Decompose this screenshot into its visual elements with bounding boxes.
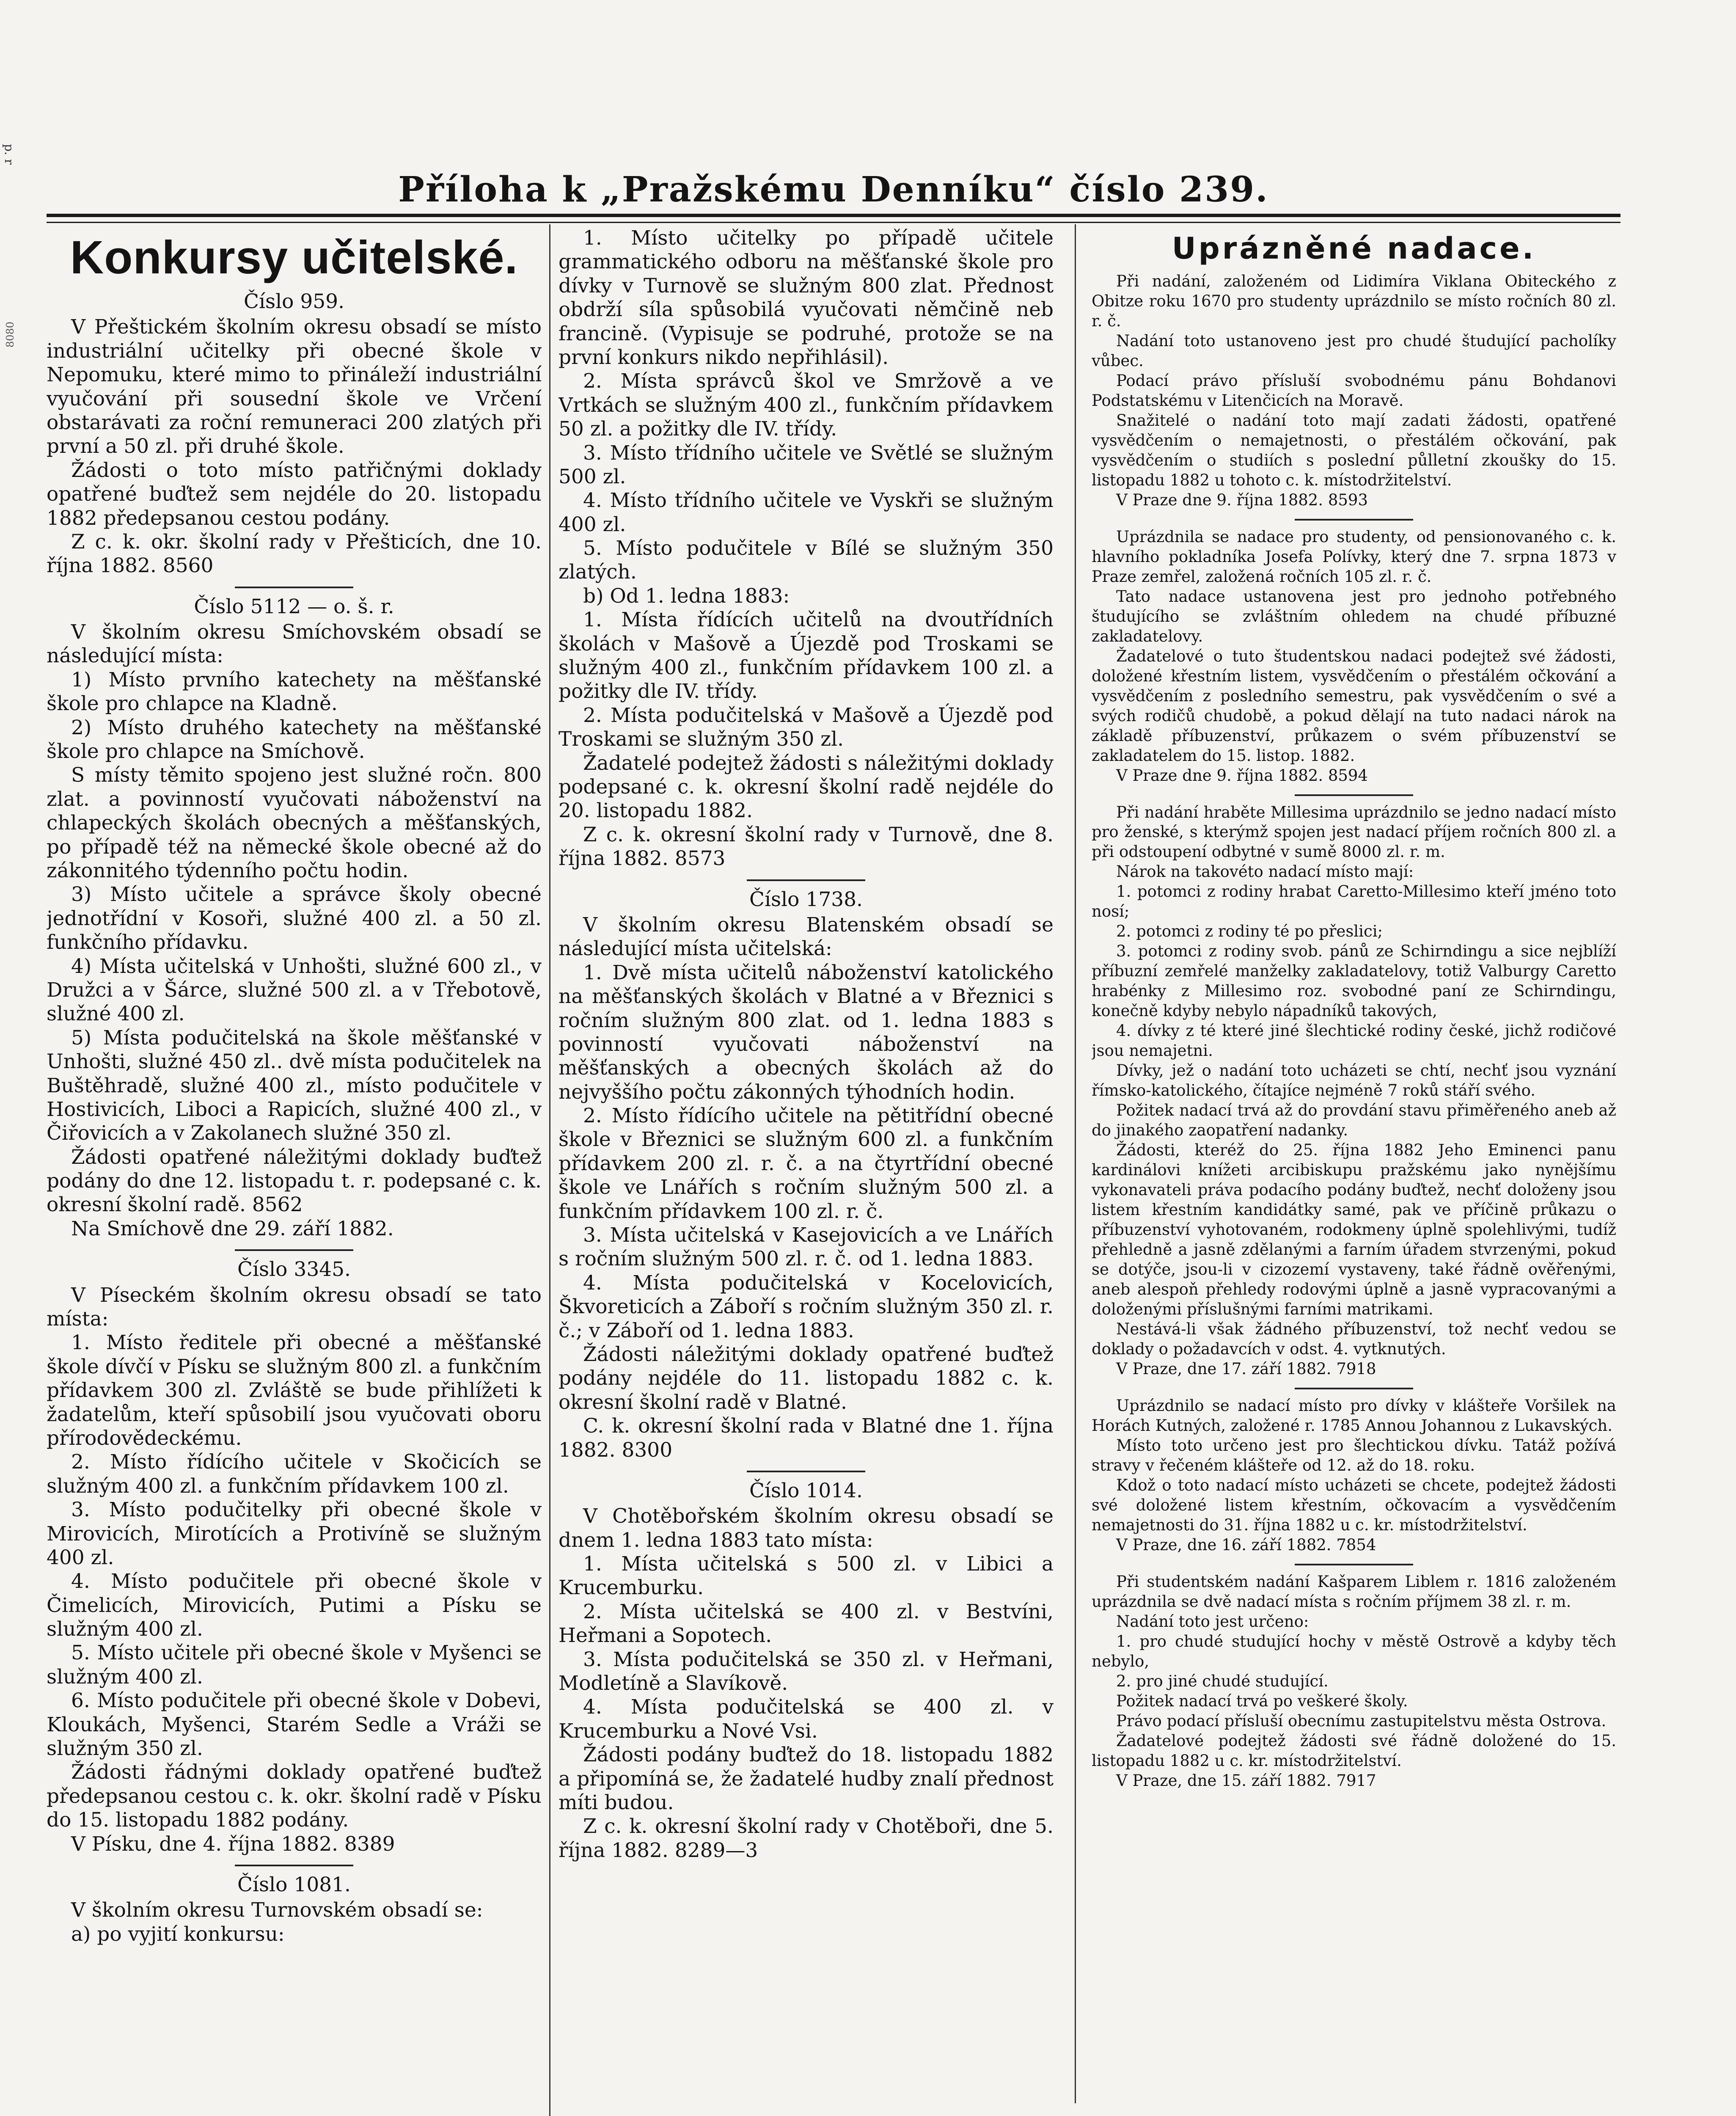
paragraph: Kdož o toto nadací místo ucházeti se chcete, podejtež žádosti své doložené listem křestním, očkovacím a vysvědčením nemajetnosti do 31. října 1882 u c. kr. místodržitelství. (1092, 1476, 1616, 1534)
paragraph: Nadání toto ustanoveno jest pro chudé študující pacholíky vůbec. (1092, 331, 1616, 370)
paragraph: V Píseckém školním okresu obsadí se tato místa: (47, 1283, 542, 1331)
separator-rule (1295, 1564, 1413, 1565)
paragraph: 3. Místo podučitelky při obecné škole v Mirovicích, Mirotících a Protivíně se služným 400 zl. (47, 1498, 542, 1569)
paragraph: Nestává-li však žádného příbuzenství, tož nechť vedou se doklady o požadavcích v odst. 4. vytknutých. (1092, 1320, 1616, 1358)
notice-number: Číslo 1014. (749, 1479, 863, 1502)
separator-rule (1295, 1388, 1413, 1389)
paragraph: V Praze, dne 17. září 1882. 7918 (1116, 1360, 1376, 1378)
separator-rule (235, 587, 353, 588)
paragraph: V Chotěbořském školním okresu obsadí se dnem 1. ledna 1883 tato místa: (558, 1504, 1054, 1552)
paragraph: Místo toto určeno jest pro šlechtickou dívku. Tatáž požívá stravy v řečeném klášteře od 12. až do 18. roku. (1092, 1436, 1616, 1474)
paragraph: 6. Místo podučitele při obecné škole v Dobevi, Kloukách, Myšenci, Starém Sedle a Vráži se služným 350 zl. (47, 1689, 542, 1761)
notice-number: Číslo 1738. (749, 887, 863, 911)
separator-rule (1295, 794, 1413, 796)
paragraph: 2. Místo řídícího učitele v Skočicích se služným 400 zl. a funkčním přídavkem 100 zl. (47, 1450, 542, 1498)
section-heading: Konkursy učitelské. (70, 231, 518, 284)
paragraph: V Praze, dne 15. září 1882. 7917 (1116, 1771, 1376, 1790)
paragraph: Nárok na takovéto nadací místo mají: (1116, 862, 1414, 881)
masthead: Příloha k „Pražskému Denníku“ číslo 239. (398, 169, 1269, 210)
paragraph: Uprázdnilo se nadací místo pro dívky v klášteře Voršilek na Horách Kutných, založené r. 1785 Annou Johannou z Lukavských. (1092, 1397, 1616, 1435)
paragraph: 4. Místa podučitelská se 400 zl. v Krucemburku a Nové Vsi. (558, 1695, 1054, 1743)
paragraph: 3) Místo učitele a správce školy obecné jednotřídní v Kosoři, služné 400 zl. a 50 zl. funkčního přídavku. (47, 883, 542, 954)
column-divider (1075, 224, 1076, 2103)
paragraph: Podací právo přísluší svobodnému pánu Bohdanovi Podstatskému v Litenčicích na Moravě. (1092, 371, 1616, 410)
paragraph: Žádosti opatřené náležitými doklady buďtež podány do dne 12. listopadu t. r. podepsané c. k. okresní školní radě. 8562 (47, 1145, 542, 1217)
paragraph: 1. pro chudé studující hochy v městě Ostrově a kdyby těch nebylo, (1092, 1632, 1616, 1670)
paragraph: Žádosti podány buďtež do 18. listopadu 1882 a připomíná se, že žadatelé hudby znalí přednost míti budou. (558, 1743, 1054, 1814)
paragraph: Žadatelové podejtež žádosti své řádně doložené do 15. listopadu 1882 u c. kr. místodržitelství. (1092, 1731, 1616, 1770)
paragraph: 2. Místo řídícího učitele na pětitřídní obecné škole v Březnici se služným 600 zl. a funkčním přídavkem 200 zl. r. č. a na čtyrtřídní obecné škole ve Lnářích s ročním služným 500 zl. a funkčním přídavkem 100 zl. r. č. (558, 1104, 1054, 1223)
section-heading: Uprázněné nadace. (1172, 231, 1536, 266)
separator-rule (747, 879, 865, 881)
paragraph: 3. Místa podučitelská se 350 zl. v Heřmani, Modletíně a Slavíkově. (558, 1648, 1054, 1695)
paragraph: Tato nadace ustanovena jest pro jednoho potřebného študujícího se zvláštním ohledem na chudé příbuzné zakladatelovy. (1092, 587, 1616, 645)
paragraph: Nadání toto jest určeno: (1116, 1612, 1309, 1631)
paragraph: V školním okresu Turnovském obsadí se: (71, 1898, 483, 1922)
paragraph: Žadatelé podejtež žádosti s náležitými doklady podepsané c. k. okresní školní radě nejdéle do 20. listopadu 1882. (558, 751, 1054, 823)
paragraph: 1. Dvě místa učitelů náboženství katolického na měšťanských školách v Blatné a v Březnici s ročním služným 800 zlat. od 1. ledna 1883 s povinností vyučovati náboženství na měšťanských a obecných školách až do nejvyššího počtu zákonných týhodních hodin. (558, 961, 1054, 1104)
paragraph: 3. Místa učitelská v Kasejovicích a ve Lnářích s ročním služným 500 zl. r. č. od 1. ledna 1883. (558, 1223, 1054, 1271)
notice-number: Číslo 3345. (237, 1258, 351, 1281)
paragraph: Na Smíchově dne 29. září 1882. (71, 1217, 394, 1240)
paragraph: V Přeštickém školním okresu obsadí se místo industriální učitelky při obecné škole v Nepomuku, které mimo to přináleží industriální vyučování při sousední škole ve Vrčení obstarávati za roční remuneraci 200 zlatých při první a 50 zl. při druhé škole. (47, 315, 542, 458)
paragraph: Z c. k. okr. školní rady v Přešticích, dne 10. října 1882. 8560 (47, 530, 542, 578)
margin-mark: p. r (2, 144, 16, 165)
paragraph: 1. Místo učitelky po případě učitele grammatického odboru na měšťanské škole pro dívky v Turnově se služným 800 zlat. Přednost obdrží síla spůsobilá vyučovati němčině neb francině. (Vypisuje se podruhé, protože se na první konkurs nikdo nepřihlásil). (558, 226, 1054, 369)
paragraph: 1. Místo ředitele při obecné a měšťanské škole dívčí v Písku se služným 800 zl. a funkčním přídavkem 300 zl. Zvláště se bude přihlížeti k žadatelům, kteří spůsobilí jsou vyučovati oboru přírodovědeckému. (47, 1331, 542, 1450)
paragraph: 2. Místa podučitelská v Mašově a Újezdě pod Troskami se služným 350 zl. (558, 703, 1054, 751)
separator-rule (747, 1471, 865, 1472)
paragraph: Dívky, jež o nadání toto ucházeti se chtí, nechť jsou vyznání římsko-katolického, čítajíce nejméně 7 roků stáří svého. (1092, 1061, 1616, 1100)
paragraph: 4. Místo třídního učitele ve Vyskři se služným 400 zl. (558, 489, 1054, 536)
paragraph: 2) Místo druhého katechety na měšťanské škole pro chlapce na Smíchově. (47, 716, 542, 763)
paragraph: V Praze, dne 16. září 1882. 7854 (1116, 1535, 1376, 1554)
paragraph: a) po vyjití konkursu: (71, 1922, 285, 1946)
paragraph: 4. dívky z té které jiné šlechtické rodiny české, jichž rodičové jsou nemajetni. (1092, 1022, 1616, 1060)
paragraph: 1. Místa řídících učitelů na dvoutřídních školách v Mašově a Újezdě pod Troskami se služným 400 zl., funkčním přídavkem 100 zl. a požitky dle IV. třídy. (558, 608, 1054, 703)
header-rule-thin (47, 222, 1620, 223)
paragraph: V Praze dne 9. října 1882. 8594 (1116, 766, 1368, 785)
paragraph: Při nadání, založeném od Lidimíra Viklana Obiteckého z Obitze roku 1670 pro studenty uprázdnilo se místo ročních 80 zl. r. č. (1092, 272, 1616, 330)
paragraph: Z c. k. okresní školní rady v Chotěboři, dne 5. října 1882. 8289—3 (558, 1815, 1054, 1862)
paragraph: 1) Místo prvního katechety na měšťanské škole pro chlapce na Kladně. (47, 668, 542, 716)
paragraph: 5. Místo podučitele v Bílé se služným 350 zlatých. (558, 537, 1054, 584)
paragraph: V Písku, dne 4. října 1882. 8389 (71, 1832, 395, 1856)
paragraph: b) Od 1. ledna 1883: (583, 584, 790, 608)
paragraph: Při studentském nadání Kašparem Liblem r. 1816 založeném uprázdnila se dvě nadací místa s ročním příjmem 38 zl. r. m. (1092, 1572, 1616, 1611)
paragraph: Požitek nadací trvá po veškeré školy. (1116, 1692, 1408, 1710)
notice-number: Číslo 5112 — o. š. r. (194, 595, 394, 618)
paragraph: V školním okresu Blatenském obsadí se následující místa učitelská: (558, 913, 1054, 961)
column-konkursy-continued (558, 226, 1054, 2110)
paragraph: Právo podací přísluší obecnímu zastupitelstvu města Ostrova. (1116, 1711, 1607, 1730)
paragraph: V Praze dne 9. října 1882. 8593 (1116, 490, 1368, 509)
column-divider (549, 224, 550, 2116)
column-nadace (1092, 226, 1616, 2110)
separator-rule (235, 1249, 353, 1251)
column-konkursy (47, 226, 542, 2116)
paragraph: 4. Místa podučitelská v Kocelovicích, Škvoreticích a Záboří s ročním služným 350 zl. r. č.; v Záboří od 1. ledna 1883. (558, 1271, 1054, 1342)
paragraph: 5) Místa podučitelská na škole měšťanské v Unhošti, služné 450 zl.. dvě místa podučitelek na Buštěhradě, služné 400 zl., místo podučitele v Hostivicích, Liboci a Rapicích, služné 400 zl., v Čiřovicích a v Zakolanech služné 350 zl. (47, 1026, 542, 1145)
paragraph: Žádosti náležitými doklady opatřené buďtež podány nejdéle do 11. listopadu 1882 c. k. okresní školní radě v Blatné. (558, 1342, 1054, 1414)
paragraph: Žádosti řádnými doklady opatřené buďtež předepsanou cestou c. k. okr. školní radě v Písku do 15. listopadu 1882 podány. (47, 1761, 542, 1832)
separator-rule (235, 1865, 353, 1866)
paragraph: 2. pro jiné chudé studující. (1116, 1672, 1329, 1690)
paragraph: 3. Místo třídního učitele ve Světlé se služným 500 zl. (558, 441, 1054, 488)
notice-number: Číslo 959. (243, 290, 345, 313)
margin-mark: 8080 (4, 322, 16, 348)
paragraph: Při nadání hraběte Millesima uprázdnilo se jedno nadací místo pro ženské, s kterýmž spojen jest nadací příjem ročních 800 zl. a při odstoupení odbytné v sumě 8000 zl. r. m. (1092, 803, 1616, 861)
paragraph: 3. potomci z rodiny svob. pánů ze Schirndingu a sice nejblíží příbuzní zemřelé manželky zakladatelovy, totiž Valburgy Caretto hrabénky z Millesimo roz. svobodné paní ze Schirndingu, konečně kdyby nebylo nápadníků takových, (1092, 942, 1616, 1020)
paragraph: 4. Místo podučitele při obecné škole v Čimelicích, Mirovicích, Putimi a Písku se služným 400 zl. (47, 1570, 542, 1641)
paragraph: 2. Místa správců škol ve Smržově a ve Vrtkách se služným 400 zl., funkčním přídavkem 50 zl. a požitky dle IV. třídy. (558, 369, 1054, 441)
paragraph: 1. Místa učitelská s 500 zl. v Libici a Krucemburku. (558, 1552, 1054, 1600)
paragraph: Snažitelé o nadání toto mají zadati žádosti, opatřené vysvědčením o nemajetnosti, o přestálém očkování, pak vysvědčením o studiích s poslední půlletní zkoušky do 15. listopadu 1882 u tohoto c. k. místodržitelství. (1092, 411, 1616, 489)
paragraph: 1. potomci z rodiny hrabat Caretto-Millesimo kteří jméno toto nosí; (1092, 882, 1616, 921)
paragraph: 2. Místa učitelská se 400 zl. v Bestvíni, Heřmani a Sopotech. (558, 1600, 1054, 1648)
paragraph: Žadatelové o tuto študentskou nadaci podejtež své žádosti, doložené křestním listem, vysvědčením o přestálém očkování a vysvědčením z posledního semestru, pak vysvědčením o své a svých rodičů chudobě, a pokud dělají na tuto nadaci nárok na základě příbuzenství, průkazem o svém příbuzenství se zakladatelem do 15. listop. 1882. (1092, 647, 1616, 765)
header-rule (47, 214, 1620, 217)
paragraph: 4) Místa učitelská v Unhošti, služné 600 zl., v Družci a v Šárce, služné 500 zl. a v Třebotově, služné 400 zl. (47, 954, 542, 1026)
paragraph: Z c. k. okresní školní rady v Turnově, dne 8. října 1882. 8573 (558, 823, 1054, 871)
separator-rule (1295, 519, 1413, 521)
paragraph: Žádosti o toto místo patřičnými doklady opatřené buďtež sem nejdéle do 20. listopadu 1882 předepsanou cestou podány. (47, 458, 542, 530)
notice-number: Číslo 1081. (237, 1873, 351, 1896)
paragraph: C. k. okresní školní rada v Blatné dne 1. října 1882. 8300 (558, 1414, 1054, 1462)
paragraph: S místy těmito spojeno jest služné ročn. 800 zlat. a povinností vyučovati náboženství na chlapeckých školách obecných a měšťanských, po případě též na německé škole obecné až do zákonnitého týdenního počtu hodin. (47, 763, 542, 882)
paragraph: 2. potomci z rodiny té po přeslici; (1116, 922, 1383, 941)
paragraph: Požitek nadací trvá až do provdání stavu přiměřeného aneb až do jinakého zaopatření nadanky. (1092, 1101, 1616, 1140)
paragraph: Žádosti, kteréž do 25. října 1882 Jeho Eminenci panu kardinálovi knížeti arcibiskupu pražskému jako nynějšímu vykonavateli práva podacího podány buďtež, nechť doloženy jsou listem křestním kandidátky samé, pak ve příčině průkazu o příbuzenství vyhotovaném, rodokmeny úplně spolehlivými, tudíž přehledně a jasně zdělanými a farním úřadem stvrzenými, pokud se dotýče, jsou-li v cizozemí vystaveny, také řádně ověřenými, aneb alespoň přehledy rodovými úplně a jasně vypracovanými a doloženými příslušnými farními matrikami. (1092, 1141, 1616, 1319)
paragraph: Uprázdnila se nadace pro studenty, od pensionovaného c. k. hlavního pokladníka Josefa Polívky, který dne 7. srpna 1873 v Praze zemřel, založená ročních 105 zl. r. č. (1092, 527, 1616, 586)
paragraph: 5. Místo učitele při obecné škole v Myšenci se služným 400 zl. (47, 1641, 542, 1689)
paragraph: V školním okresu Smíchovském obsadí se následující místa: (47, 620, 542, 668)
